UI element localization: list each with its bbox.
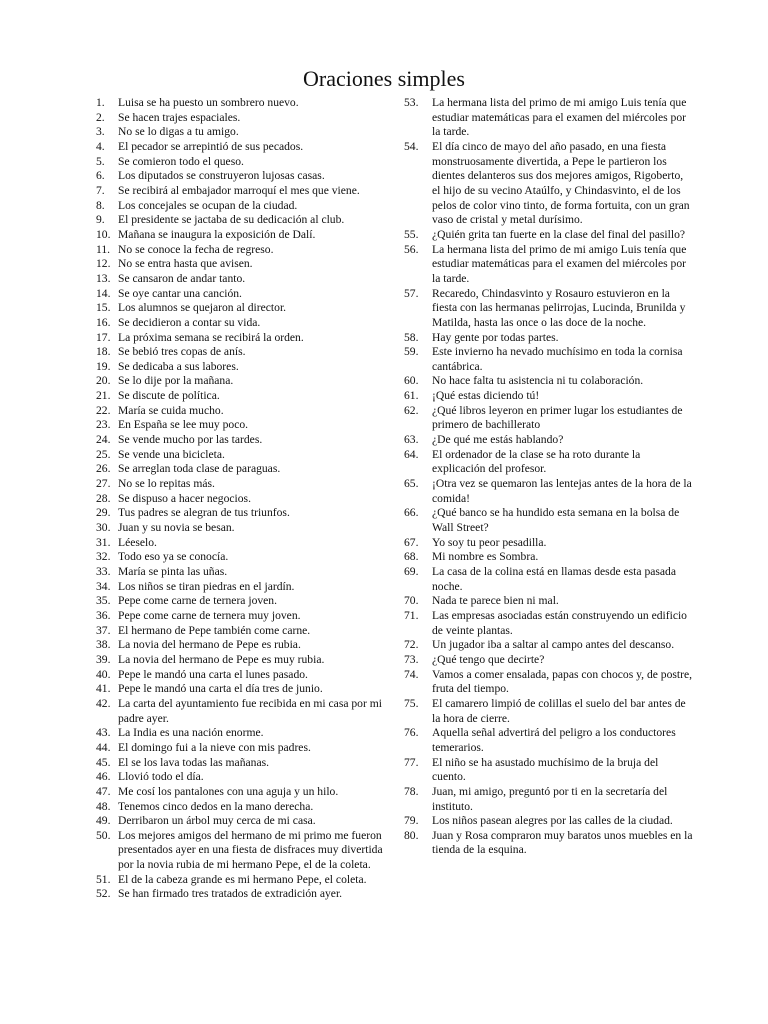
item-number: 69.	[404, 565, 419, 578]
item-text: Los niños pasean alegres por las calles de la ciudad.	[432, 814, 673, 828]
item-text: El día cinco de mayo del año pasado, en una fiesta monstruosamente divertida, a Pepe le partieron los dientes delanteros sus dos mejores amigos, Rigoberto, el hijo de su vecino Ataúlfo, y Chindasvinto, el de los pelos de color vino tinto, de forma fortuita, con un gran vaso de cristal y metal durísimo.	[432, 139, 690, 227]
item-text: Se arreglan toda clase de paraguas.	[118, 462, 281, 476]
item-number: 35.	[96, 594, 111, 608]
item-text: Se recibirá al embajador marroquí el mes que viene.	[118, 183, 360, 197]
list-item	[404, 565, 694, 594]
item-number: 50.	[96, 828, 111, 842]
item-number: 49.	[96, 814, 111, 828]
list-item	[96, 345, 386, 360]
item-text: Un jugador iba a saltar al campo antes del descanso.	[432, 638, 675, 652]
item-number: 64.	[404, 447, 419, 461]
list-item	[96, 462, 386, 477]
list-item	[404, 140, 694, 228]
item-number: 36.	[96, 608, 111, 622]
list-item	[96, 184, 386, 199]
item-text: Yo soy tu peor pesadilla.	[432, 535, 547, 549]
list-item	[96, 155, 386, 170]
item-text: Pepe le mandó una carta el lunes pasado.	[118, 667, 308, 681]
list-item	[96, 800, 386, 815]
item-text: La novia del hermano de Pepe es muy rubia.	[118, 652, 325, 666]
item-number: 61.	[404, 389, 419, 403]
item-number: 72.	[404, 638, 419, 652]
list-item	[404, 668, 694, 697]
item-text: No hace falta tu asistencia ni tu colaboración.	[432, 374, 644, 388]
item-number: 6.	[96, 169, 105, 183]
item-text: El se los lava todas las mañanas.	[118, 755, 270, 769]
item-number: 22.	[96, 403, 111, 417]
item-text: Se discute de política.	[118, 389, 220, 403]
item-number: 76.	[404, 726, 419, 740]
list-item	[404, 477, 694, 506]
item-text: En España se lee muy poco.	[118, 418, 249, 432]
list-item	[96, 316, 386, 331]
list-item	[404, 506, 694, 535]
list-item	[96, 770, 386, 785]
item-number: 51.	[96, 872, 111, 886]
list-item	[404, 228, 694, 243]
item-number: 54.	[404, 139, 419, 153]
item-text: Se lo dije por la mañana.	[118, 374, 234, 388]
list-item	[96, 580, 386, 595]
list-item	[404, 756, 694, 785]
item-number: 34.	[96, 579, 111, 593]
list-item	[404, 550, 694, 565]
item-text: Luisa se ha puesto un sombrero nuevo.	[118, 96, 299, 109]
item-text: La casa de la colina está en llamas desde esta pasada noche.	[432, 565, 676, 593]
item-number: 63.	[404, 433, 419, 447]
list-item	[96, 624, 386, 639]
item-text: Léeselo.	[118, 535, 157, 549]
item-number: 53.	[404, 96, 419, 109]
item-text: Se dedicaba a sus labores.	[118, 359, 239, 373]
item-number: 65.	[404, 477, 419, 491]
item-text: Este invierno ha nevado muchísimo en toda la cornisa cantábrica.	[432, 345, 683, 373]
item-text: La próxima semana se recibirá la orden.	[118, 330, 304, 344]
list-item	[96, 477, 386, 492]
list-item	[96, 213, 386, 228]
list-item	[404, 594, 694, 609]
item-number: 48.	[96, 799, 111, 813]
item-text: Se vende mucho por las tardes.	[118, 433, 263, 447]
item-number: 17.	[96, 330, 111, 344]
item-number: 31.	[96, 535, 111, 549]
list-item	[96, 697, 386, 726]
list-item	[96, 536, 386, 551]
list-item	[96, 550, 386, 565]
item-number: 29.	[96, 506, 111, 520]
item-text: Se comieron todo el queso.	[118, 154, 244, 168]
item-number: 77.	[404, 755, 419, 769]
list-item	[404, 404, 694, 433]
item-text: Mi nombre es Sombra.	[432, 550, 539, 564]
item-text: El niño se ha asustado muchísimo de la bruja del cuento.	[432, 755, 659, 784]
list-item	[404, 638, 694, 653]
item-text: Los niños se tiran piedras en el jardín.	[118, 579, 295, 593]
list-item	[404, 726, 694, 755]
item-text: Mañana se inaugura la exposición de Dalí.	[118, 227, 316, 241]
list-item	[96, 140, 386, 155]
right-column	[404, 96, 694, 858]
item-number: 78.	[404, 784, 419, 798]
item-number: 52.	[96, 887, 111, 901]
list-item	[96, 873, 386, 888]
item-text: El camarero limpió de colillas el suelo del bar antes de la hora de cierre.	[432, 696, 686, 725]
item-number: 27.	[96, 477, 111, 491]
item-text: ¿Quién grita tan fuerte en la clase del final del pasillo?	[432, 227, 686, 241]
list-item	[404, 287, 694, 331]
item-number: 1.	[96, 96, 105, 109]
item-number: 57.	[404, 286, 419, 300]
list-item	[404, 829, 694, 858]
item-text: La India es una nación enorme.	[118, 726, 264, 740]
item-number: 5.	[96, 154, 105, 168]
list-item	[96, 594, 386, 609]
list-item	[96, 228, 386, 243]
item-text: Se cansaron de andar tanto.	[118, 271, 246, 285]
item-number: 18.	[96, 345, 111, 359]
item-text: Pepe come carne de ternera joven.	[118, 594, 278, 608]
list-item	[404, 389, 694, 404]
item-text: ¿Qué tengo que decirte?	[432, 652, 545, 666]
item-text: No se conoce la fecha de regreso.	[118, 242, 274, 256]
list-item	[96, 829, 386, 873]
item-number: 66.	[404, 506, 419, 520]
list-item	[96, 169, 386, 184]
item-text: Juan y Rosa compraron muy baratos unos muebles en la tienda de la esquina.	[432, 828, 693, 857]
item-number: 2.	[96, 110, 105, 124]
item-text: ¿De qué me estás hablando?	[432, 433, 564, 447]
item-text: La hermana lista del primo de mi amigo Luis tenía que estudiar matemáticas para el examen del miércoles por la tarde.	[432, 96, 687, 139]
item-text: Los concejales se ocupan de la ciudad.	[118, 198, 298, 212]
list-item	[404, 653, 694, 668]
list-item	[404, 374, 694, 389]
list-item	[96, 199, 386, 214]
item-text: El domingo fui a la nieve con mis padres.	[118, 740, 311, 754]
list-item	[96, 653, 386, 668]
item-number: 20.	[96, 374, 111, 388]
item-number: 58.	[404, 330, 419, 344]
item-number: 33.	[96, 565, 111, 578]
list-item	[404, 609, 694, 638]
item-number: 4.	[96, 139, 105, 153]
item-text: Se dispuso a hacer negocios.	[118, 491, 251, 505]
list-item	[96, 521, 386, 536]
list-item	[96, 448, 386, 463]
item-number: 23.	[96, 418, 111, 432]
list-item	[404, 433, 694, 448]
item-text: Recaredo, Chindasvinto y Rosauro estuvieron en la fiesta con las hermanas pelirrojas, Lucinda, Brunilda y Matilda, hasta las once o las doce de la noche.	[432, 286, 686, 329]
item-text: Pepe come carne de ternera muy joven.	[118, 608, 301, 622]
item-number: 55.	[404, 227, 419, 241]
list-item	[96, 492, 386, 507]
item-text: La carta del ayuntamiento fue recibida en mi casa por mi padre ayer.	[118, 696, 382, 725]
item-number: 14.	[96, 286, 111, 300]
page-title: Oraciones simples	[303, 66, 465, 91]
item-number: 11.	[96, 242, 111, 256]
list-item	[96, 389, 386, 404]
item-text: Nada te parece bien ni mal.	[432, 594, 559, 608]
sentence-list-left	[96, 96, 386, 902]
list-item	[96, 726, 386, 741]
item-text: Tenemos cinco dedos en la mano derecha.	[118, 799, 314, 813]
item-number: 10.	[96, 227, 111, 241]
list-item	[96, 756, 386, 771]
item-number: 39.	[96, 652, 111, 666]
item-number: 68.	[404, 550, 419, 564]
item-text: Derribaron un árbol muy cerca de mi casa.	[118, 814, 316, 828]
sentence-list-right	[404, 96, 694, 858]
item-number: 32.	[96, 550, 111, 564]
item-number: 7.	[96, 183, 105, 197]
item-number: 3.	[96, 125, 105, 139]
list-item	[96, 887, 386, 902]
item-text: El hermano de Pepe también come carne.	[118, 623, 311, 637]
item-number: 21.	[96, 389, 111, 403]
item-text: Se han firmado tres tratados de extradición ayer.	[118, 887, 343, 901]
item-text: Aquella señal advertirá del peligro a los conductores temerarios.	[432, 726, 676, 754]
list-item	[96, 418, 386, 433]
item-text: ¡Qué estas diciendo tú!	[432, 389, 540, 403]
item-number: 38.	[96, 638, 111, 652]
item-number: 43.	[96, 726, 111, 740]
item-number: 45.	[96, 755, 111, 769]
list-item	[96, 301, 386, 316]
item-number: 19.	[96, 359, 111, 373]
list-item	[96, 785, 386, 800]
item-number: 60.	[404, 374, 419, 388]
item-number: 26.	[96, 462, 111, 476]
list-item	[96, 96, 386, 111]
item-text: La hermana lista del primo de mi amigo Luis tenía que estudiar matemáticas para el examen del miércoles por la tarde.	[432, 242, 687, 285]
item-text: El pecador se arrepintió de sus pecados.	[118, 139, 304, 153]
list-item	[404, 448, 694, 477]
item-text: Se oye cantar una canción.	[118, 286, 242, 300]
item-number: 74.	[404, 667, 419, 681]
item-text: El de la cabeza grande es mi hermano Pepe, el coleta.	[118, 872, 367, 886]
item-number: 9.	[96, 213, 105, 227]
list-item	[404, 697, 694, 726]
item-text: Juan, mi amigo, preguntó por ti en la secretaría del instituto.	[432, 784, 668, 813]
item-text: El presidente se jactaba de su dedicación al club.	[118, 213, 345, 227]
item-number: 15.	[96, 301, 111, 315]
item-text: María se pinta las uñas.	[118, 565, 228, 578]
item-number: 25.	[96, 447, 111, 461]
left-column	[96, 96, 386, 902]
item-text: Se hacen trajes espaciales.	[118, 110, 241, 124]
item-number: 70.	[404, 594, 419, 608]
list-item	[96, 506, 386, 521]
item-text: Los diputados se construyeron lujosas casas.	[118, 169, 325, 183]
item-text: Se decidieron a contar su vida.	[118, 315, 261, 329]
item-number: 24.	[96, 433, 111, 447]
list-item	[404, 785, 694, 814]
item-number: 28.	[96, 491, 111, 505]
item-number: 30.	[96, 521, 111, 535]
item-text: Llovió todo el día.	[118, 770, 204, 784]
list-item	[96, 272, 386, 287]
item-text: Se vende una bicicleta.	[118, 447, 225, 461]
item-number: 80.	[404, 828, 419, 842]
list-item	[404, 536, 694, 551]
item-text: Me cosí los pantalones con una aguja y un hilo.	[118, 784, 339, 798]
item-text: Los mejores amigos del hermano de mi primo me fueron presentados ayer en una fiesta de disfraces muy divertida por la novia rubia de mi hermano Pepe, el de la coleta.	[118, 828, 383, 872]
list-item	[404, 345, 694, 374]
item-text: El ordenador de la clase se ha roto durante la explicación del profesor.	[432, 447, 641, 476]
item-text: ¡Otra vez se quemaron las lentejas antes de la hora de la comida!	[432, 477, 692, 505]
item-text: ¿Qué banco se ha hundido esta semana en la bolsa de Wall Street?	[432, 506, 680, 535]
item-number: 56.	[404, 242, 419, 256]
list-item	[96, 404, 386, 419]
item-number: 37.	[96, 623, 111, 637]
item-number: 73.	[404, 652, 419, 666]
list-item	[96, 111, 386, 126]
list-item	[96, 741, 386, 756]
list-item	[404, 814, 694, 829]
list-item	[96, 433, 386, 448]
item-text: La novia del hermano de Pepe es rubia.	[118, 638, 301, 652]
item-number: 59.	[404, 345, 419, 359]
item-text: María se cuida mucho.	[118, 403, 224, 417]
item-number: 42.	[96, 696, 111, 710]
list-item	[96, 668, 386, 683]
item-text: Las empresas asociadas están construyendo un edificio de veinte plantas.	[432, 608, 687, 637]
item-number: 79.	[404, 814, 419, 828]
list-item	[96, 638, 386, 653]
list-item	[96, 287, 386, 302]
list-item	[96, 565, 386, 580]
item-number: 44.	[96, 740, 111, 754]
item-number: 40.	[96, 667, 111, 681]
list-item	[96, 125, 386, 140]
list-item	[96, 609, 386, 624]
item-text: ¿Qué libros leyeron en primer lugar los estudiantes de primero de bachillerato	[432, 403, 683, 432]
item-text: Pepe le mandó una carta el día tres de junio.	[118, 682, 323, 696]
item-text: Los alumnos se quejaron al director.	[118, 301, 287, 315]
item-number: 75.	[404, 696, 419, 710]
list-item	[404, 243, 694, 287]
list-item	[96, 331, 386, 346]
item-number: 71.	[404, 608, 419, 622]
item-number: 8.	[96, 198, 105, 212]
item-text: No se lo digas a tu amigo.	[118, 125, 239, 139]
item-text: Hay gente por todas partes.	[432, 330, 559, 344]
item-number: 46.	[96, 770, 111, 784]
list-item	[96, 257, 386, 272]
item-number: 41.	[96, 682, 111, 696]
item-text: No se lo repitas más.	[118, 477, 215, 491]
list-item	[96, 243, 386, 258]
item-number: 12.	[96, 257, 111, 271]
list-item	[404, 331, 694, 346]
item-number: 62.	[404, 403, 419, 417]
item-text: Juan y su novia se besan.	[118, 521, 235, 535]
item-text: Vamos a comer ensalada, papas con chocos y, de postre, fruta del tiempo.	[432, 667, 693, 696]
list-item	[404, 96, 694, 140]
item-number: 16.	[96, 315, 111, 329]
item-text: No se entra hasta que avisen.	[118, 257, 253, 271]
item-number: 47.	[96, 784, 111, 798]
item-text: Se bebió tres copas de anís.	[118, 345, 246, 359]
item-number: 67.	[404, 535, 419, 549]
list-item	[96, 374, 386, 389]
list-item	[96, 814, 386, 829]
item-number: 13.	[96, 271, 111, 285]
item-text: Tus padres se alegran de tus triunfos.	[118, 506, 290, 520]
list-item	[96, 360, 386, 375]
list-item	[96, 682, 386, 697]
item-text: Todo eso ya se conocía.	[118, 550, 229, 564]
